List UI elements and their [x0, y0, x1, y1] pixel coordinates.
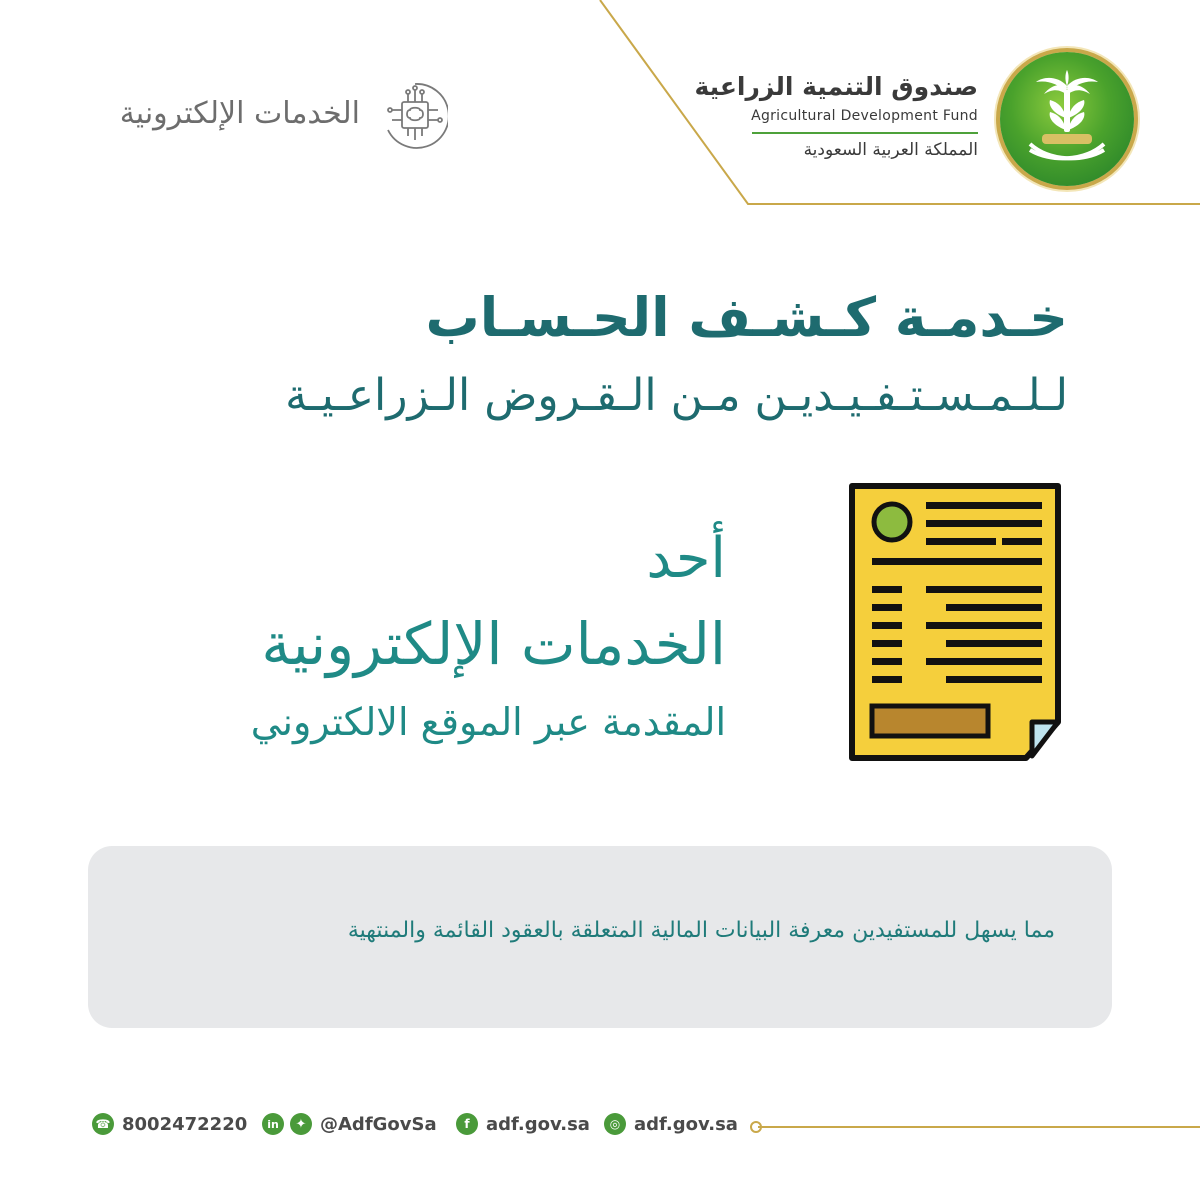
circuit-chip-icon — [382, 80, 448, 152]
footer-facebook[interactable] — [456, 1113, 590, 1135]
via-website-label: المقدمة عبر الموقع الالكتروني — [250, 700, 726, 744]
footer-website-label: adf.gov.sa — [634, 1113, 738, 1135]
twitter-icon[interactable]: ✦ — [290, 1113, 312, 1135]
page-subtitle: لـلـمـسـتـفـيـديـن مـن الـقـروض الـزراعـيـة — [285, 370, 1068, 421]
linkedin-icon[interactable]: in — [262, 1113, 284, 1135]
org-name-divider — [752, 132, 978, 134]
footer-phone[interactable] — [92, 1113, 247, 1135]
footer-social-handle: @AdfGovSa — [320, 1113, 437, 1135]
eservices-header-label: الخدمات الإلكترونية — [119, 96, 360, 131]
footer-website[interactable] — [604, 1113, 738, 1135]
info-text: مما يسهل للمستفيدين معرفة البيانات المالية المتعلقة بالعقود القائمة والمنتهية — [347, 918, 1055, 943]
document-statement-icon — [846, 482, 1068, 764]
footer-facebook-label: adf.gov.sa — [486, 1113, 590, 1135]
eservices-heading: الخدمات الإلكترونية — [261, 610, 726, 678]
logo-emblem-icon — [1000, 52, 1134, 186]
footer-rule — [758, 1126, 1200, 1128]
one-of-label: أحد — [646, 526, 726, 591]
footer-phone-number: 8002472220 — [122, 1113, 248, 1135]
org-name-english: Agricultural Development Fund — [751, 108, 978, 124]
org-country: المملكة العربية السعودية — [803, 140, 978, 160]
org-name-arabic: صندوق التنمية الزراعية — [694, 72, 978, 101]
globe-icon: ◎ — [604, 1113, 626, 1135]
phone-icon: ☎ — [92, 1113, 114, 1135]
footer-social[interactable] — [262, 1113, 437, 1135]
facebook-icon: f — [456, 1113, 478, 1135]
page-title: خـدمـة كـشـف الحـسـاب — [425, 286, 1068, 349]
